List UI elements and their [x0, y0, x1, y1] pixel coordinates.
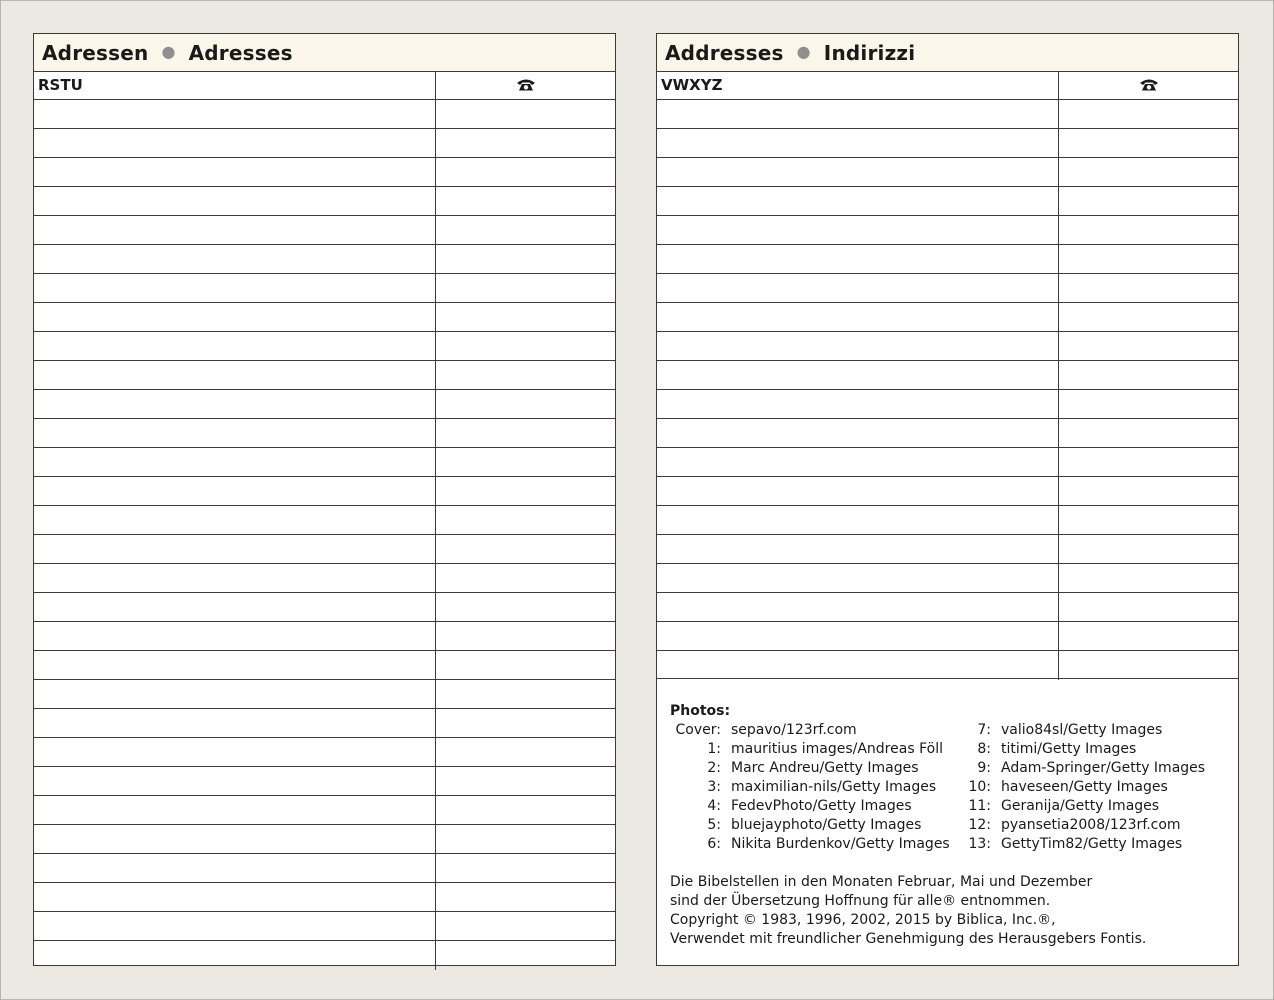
name-cell [34, 883, 436, 911]
phone-cell [1059, 448, 1238, 476]
phone-cell [1059, 129, 1238, 157]
phone-cell [1059, 477, 1238, 505]
credit-number: 12: [968, 817, 991, 833]
name-cell [34, 825, 436, 853]
phone-cell [436, 709, 615, 737]
name-cell [657, 506, 1059, 534]
name-cell [34, 477, 436, 505]
phone-cell [1059, 361, 1238, 389]
phone-cell [436, 448, 615, 476]
address-row [34, 564, 615, 593]
section-letters: RSTU [34, 71, 436, 99]
credit-number: 8: [977, 741, 991, 757]
address-row [657, 303, 1238, 332]
bullet-separator: ● [796, 42, 811, 61]
name-cell [34, 448, 436, 476]
address-row [34, 361, 615, 390]
address-row [34, 767, 615, 796]
phone-cell [436, 274, 615, 302]
address-row [34, 535, 615, 564]
name-cell [657, 245, 1059, 273]
name-cell [34, 593, 436, 621]
phone-cell [1059, 274, 1238, 302]
phone-cell [1059, 216, 1238, 244]
address-row [34, 854, 615, 883]
phone-cell [1059, 245, 1238, 273]
name-cell [34, 506, 436, 534]
address-row [34, 883, 615, 912]
name-cell [34, 535, 436, 563]
phone-cell [436, 535, 615, 563]
address-row [657, 332, 1238, 361]
copyright-note [670, 873, 1146, 949]
credit-line [927, 835, 1205, 854]
name-cell [34, 216, 436, 244]
phone-cell [436, 651, 615, 679]
credit-line [927, 778, 1205, 797]
name-cell [34, 738, 436, 766]
name-cell [34, 361, 436, 389]
credit-number: 6: [707, 836, 721, 852]
phone-cell [436, 883, 615, 911]
credit-number: 2: [707, 760, 721, 776]
credit-line [927, 740, 1205, 759]
name-cell [34, 622, 436, 650]
credit-line [661, 740, 950, 759]
credits-column-1 [661, 721, 950, 854]
phone-cell [436, 332, 615, 360]
name-cell [657, 564, 1059, 592]
name-cell [34, 680, 436, 708]
address-row [34, 593, 615, 622]
phone-cell [436, 158, 615, 186]
credit-source: pyansetia2008/123rf.com [1001, 817, 1181, 833]
phone-cell [436, 767, 615, 795]
header-row [34, 71, 615, 100]
address-row [34, 419, 615, 448]
phone-cell [436, 129, 615, 157]
credit-source: maximilian-nils/Getty Images [731, 779, 937, 795]
address-row [657, 158, 1238, 187]
address-row [34, 477, 615, 506]
credit-source: Adam-Springer/Getty Images [1001, 760, 1206, 776]
credit-number: 4: [707, 798, 721, 814]
credit-source: titimi/Getty Images [1001, 741, 1137, 757]
header-row [657, 71, 1238, 100]
phone-column-header [1059, 71, 1238, 99]
address-row [657, 448, 1238, 477]
name-cell [657, 100, 1059, 128]
address-row [657, 535, 1238, 564]
address-row [34, 129, 615, 158]
phone-cell [1059, 651, 1238, 680]
title-english: Addresses [665, 40, 784, 65]
address-page-right [656, 33, 1239, 966]
name-cell [34, 332, 436, 360]
address-page-left [33, 33, 616, 966]
name-cell [657, 274, 1059, 302]
page-title [657, 34, 1238, 72]
bullet-separator: ● [161, 42, 176, 61]
address-grid [34, 71, 615, 970]
name-cell [657, 622, 1059, 650]
name-cell [657, 216, 1059, 244]
credit-line [927, 721, 1205, 740]
credit-line [661, 721, 950, 740]
address-row [657, 187, 1238, 216]
phone-cell [1059, 593, 1238, 621]
credit-number: 1: [707, 741, 721, 757]
credit-number: 7: [977, 722, 991, 738]
phone-cell [436, 796, 615, 824]
phone-cell [1059, 564, 1238, 592]
name-cell [34, 100, 436, 128]
name-cell [34, 303, 436, 331]
phone-cell [436, 564, 615, 592]
credit-line [927, 797, 1205, 816]
name-cell [34, 796, 436, 824]
address-row [34, 796, 615, 825]
phone-cell [436, 622, 615, 650]
address-row [657, 245, 1238, 274]
phone-cell [436, 216, 615, 244]
phone-cell [436, 187, 615, 215]
phone-cell [436, 825, 615, 853]
section-letters: VWXYZ [657, 71, 1059, 99]
note-line: Copyright © 1983, 1996, 2002, 2015 by Biblica, Inc.®, [670, 912, 1056, 928]
address-row [657, 651, 1238, 680]
credit-source: sepavo/123rf.com [731, 722, 857, 738]
address-row [657, 361, 1238, 390]
title-french: Adresses [188, 40, 293, 65]
name-cell [34, 419, 436, 447]
credit-line [661, 797, 950, 816]
address-row [34, 912, 615, 941]
name-cell [657, 303, 1059, 331]
phone-cell [1059, 535, 1238, 563]
credit-line [661, 835, 950, 854]
address-row [657, 564, 1238, 593]
credit-source: Marc Andreu/Getty Images [731, 760, 919, 776]
address-row [34, 622, 615, 651]
address-row [34, 738, 615, 767]
note-line: sind der Übersetzung Hoffnung für alle® entnommen. [670, 893, 1051, 909]
credit-number: Cover: [675, 722, 721, 738]
address-row [34, 941, 615, 970]
credit-number: 9: [977, 760, 991, 776]
credits-heading: Photos: [670, 703, 731, 719]
address-grid [657, 71, 1238, 680]
name-cell [34, 941, 436, 970]
name-cell [34, 854, 436, 882]
credit-source: haveseen/Getty Images [1001, 779, 1168, 795]
name-cell [657, 651, 1059, 680]
address-row [34, 709, 615, 738]
address-row [34, 651, 615, 680]
address-row [657, 100, 1238, 129]
phone-cell [436, 245, 615, 273]
address-row [657, 622, 1238, 651]
address-row [34, 100, 615, 129]
credit-source: bluejayphoto/Getty Images [731, 817, 922, 833]
credit-number: 10: [968, 779, 991, 795]
address-row [34, 448, 615, 477]
phone-cell [1059, 332, 1238, 360]
phone-cell [436, 361, 615, 389]
phone-icon [1139, 78, 1159, 92]
name-cell [657, 332, 1059, 360]
note-line: Die Bibelstellen in den Monaten Februar, Mai und Dezember [670, 874, 1093, 890]
credit-source: FedevPhoto/Getty Images [731, 798, 912, 814]
address-row [657, 129, 1238, 158]
name-cell [34, 245, 436, 273]
phone-cell [1059, 390, 1238, 418]
address-row [657, 216, 1238, 245]
address-row [34, 158, 615, 187]
phone-cell [436, 738, 615, 766]
phone-column-header [436, 71, 615, 99]
phone-cell [1059, 506, 1238, 534]
name-cell [34, 390, 436, 418]
credit-number: 13: [968, 836, 991, 852]
phone-cell [436, 419, 615, 447]
name-cell [657, 158, 1059, 186]
credit-number: 3: [707, 779, 721, 795]
credit-line [927, 759, 1205, 778]
phone-cell [436, 477, 615, 505]
address-row [34, 332, 615, 361]
name-cell [34, 274, 436, 302]
name-cell [34, 767, 436, 795]
phone-cell [436, 506, 615, 534]
phone-cell [436, 680, 615, 708]
address-row [657, 390, 1238, 419]
address-row [657, 593, 1238, 622]
name-cell [34, 564, 436, 592]
phone-cell [436, 303, 615, 331]
phone-cell [1059, 303, 1238, 331]
credit-source: GettyTim82/Getty Images [1001, 836, 1183, 852]
name-cell [34, 709, 436, 737]
credit-line [661, 816, 950, 835]
name-cell [34, 187, 436, 215]
address-row [34, 216, 615, 245]
address-row [34, 506, 615, 535]
name-cell [34, 129, 436, 157]
phone-cell [1059, 100, 1238, 128]
credit-line [661, 759, 950, 778]
address-row [34, 245, 615, 274]
name-cell [657, 448, 1059, 476]
name-cell [34, 912, 436, 940]
name-cell [657, 419, 1059, 447]
name-cell [657, 477, 1059, 505]
phone-cell [436, 593, 615, 621]
phone-cell [1059, 419, 1238, 447]
phone-cell [1059, 622, 1238, 650]
phone-cell [436, 390, 615, 418]
credits-column-2 [927, 721, 1205, 854]
title-italian: Indirizzi [823, 40, 916, 65]
phone-cell [436, 912, 615, 940]
credit-line [927, 816, 1205, 835]
address-row [657, 506, 1238, 535]
name-cell [657, 535, 1059, 563]
note-line: Verwendet mit freundlicher Genehmigung des Herausgebers Fontis. [670, 931, 1147, 947]
name-cell [657, 187, 1059, 215]
address-row [34, 303, 615, 332]
credit-source: valio84sl/Getty Images [1001, 722, 1163, 738]
address-row [34, 390, 615, 419]
address-row [657, 477, 1238, 506]
phone-icon [516, 78, 536, 92]
photo-credits [657, 678, 1238, 965]
title-german: Adressen [42, 40, 149, 65]
credit-source: Nikita Burdenkov/Getty Images [731, 836, 950, 852]
credit-number: 11: [968, 798, 991, 814]
phone-cell [436, 100, 615, 128]
address-row [34, 274, 615, 303]
credit-source: Geranija/Getty Images [1001, 798, 1160, 814]
page-title [34, 34, 615, 72]
phone-cell [436, 941, 615, 970]
name-cell [657, 361, 1059, 389]
phone-cell [436, 854, 615, 882]
phone-cell [1059, 158, 1238, 186]
address-row [34, 825, 615, 854]
name-cell [657, 129, 1059, 157]
name-cell [657, 390, 1059, 418]
name-cell [657, 593, 1059, 621]
phone-cell [1059, 187, 1238, 215]
credit-source: mauritius images/Andreas Föll [731, 741, 943, 757]
address-row [34, 187, 615, 216]
credit-line [661, 778, 950, 797]
address-row [657, 419, 1238, 448]
name-cell [34, 158, 436, 186]
name-cell [34, 651, 436, 679]
credit-number: 5: [707, 817, 721, 833]
address-row [34, 680, 615, 709]
address-row [657, 274, 1238, 303]
